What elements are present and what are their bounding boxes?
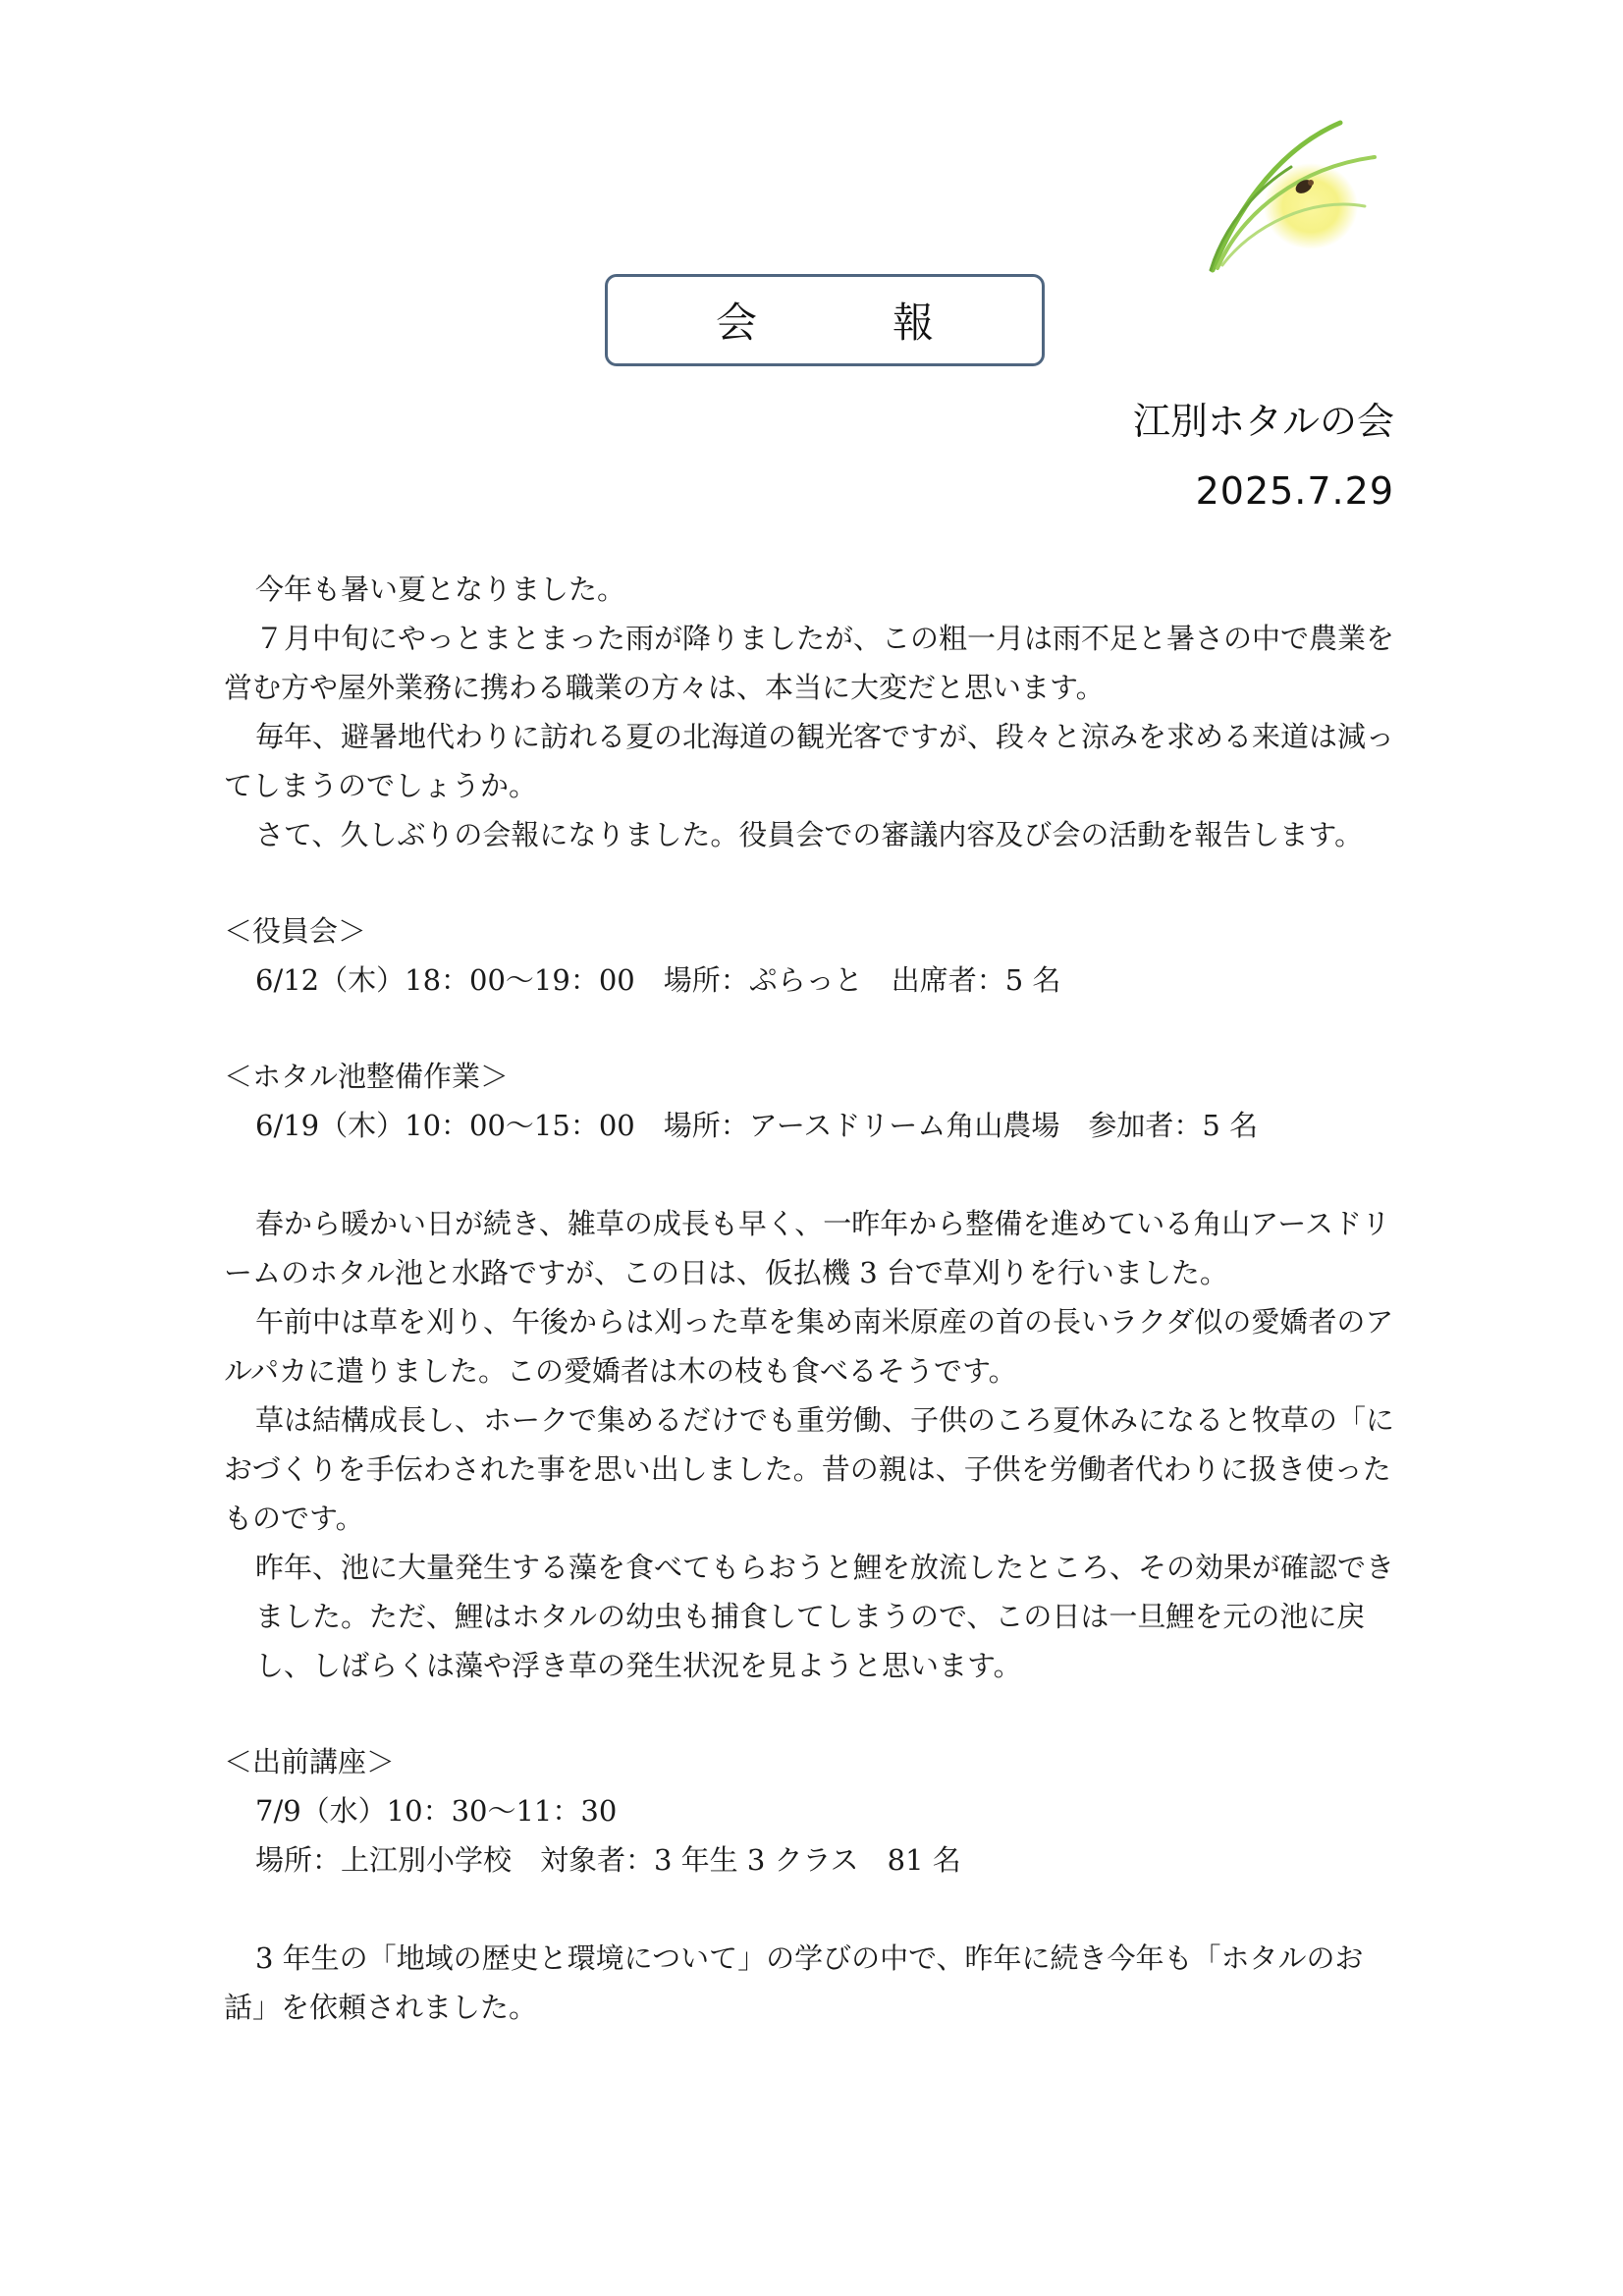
- newsletter-body: [224, 565, 1397, 2032]
- section-heading-board: ＜役員会＞: [224, 914, 367, 948]
- firefly-grass-icon: [1193, 113, 1389, 275]
- lecture-time-info: 7/9（水）10：30〜11：30: [255, 1794, 618, 1828]
- pond-paragraph: 草は結構成長し、ホークで集めるだけでも重労働、子供のころ夏休みになると牧草の「におづくりを手伝わされた事を思い出しました。昔の親は、子供を労働者代わりに扱き使ったものです。: [224, 1403, 1395, 1535]
- organization-name: 江別ホタルの会: [1132, 400, 1394, 443]
- pond-paragraph: 午前中は草を刈り、午後からは刈った草を集め南米原産の首の長いラクダ似の愛嬌者のアルパカに遣りました。この愛嬌者は木の枝も食べるそうです。: [224, 1305, 1394, 1388]
- intro-paragraph: 毎年、避暑地代わりに訪れる夏の北海道の観光客ですが、段々と涼みを求める来道は減ってしまうのでしょうか。: [224, 720, 1395, 802]
- intro-paragraph: 今年も暑い夏となりました。: [255, 573, 626, 606]
- spacer: [224, 1150, 1397, 1199]
- board-meeting-info: 6/12（木）18：00〜19：00 場所：ぷらっと 出席者：5 名: [255, 963, 1061, 997]
- section-heading-lecture: ＜出前講座＞: [224, 1745, 396, 1778]
- lecture-place-info: 場所：上江別小学校 対象者：3 年生 3 クラス 81 名: [255, 1843, 961, 1877]
- pond-paragraph-carp: 昨年、池に大量発生する藻を食べてもらおうと鯉を放流したところ、その効果が確認できました。ただ、鯉はホタルの幼虫も捕食してしまうので、この日は一旦鯉を元の池に戻し、しばらくは藻や浮き草の発生状況を見ようと思います。: [255, 1551, 1395, 1682]
- section-heading-pond: ＜ホタル池整備作業＞: [224, 1060, 510, 1093]
- pond-work-info: 6/19（木）10：00〜15：00 場所：アースドリーム角山農場 参加者：5 名: [255, 1109, 1259, 1142]
- intro-paragraph: さて、久しぶりの会報になりました。役員会での審議内容及び会の活動を報告します。: [255, 818, 1364, 851]
- lecture-paragraph: 3 年生の「地域の歴史と環境について」の学びの中で、昨年に続き今年も「ホタルのお話」を依頼されました。: [224, 1941, 1364, 2024]
- intro-paragraph: ７月中旬にやっとまとまった雨が降りましたが、この粗一月は雨不足と暑さの中で農業を営む方や屋外業務に携わる職業の方々は、本当に大変だと思います。: [224, 622, 1395, 704]
- page-title: 会 報: [715, 299, 981, 347]
- issue-date: 2025.7.29: [1195, 469, 1394, 513]
- pond-paragraph: 春から暖かい日が続き、雑草の成長も早く、一昨年から整備を進めている角山アースドリームのホタル池と水路ですが、この日は、仮払機 3 台で草刈りを行いました。: [224, 1207, 1390, 1289]
- spacer: [224, 1885, 1397, 1934]
- title-box: [605, 274, 1045, 366]
